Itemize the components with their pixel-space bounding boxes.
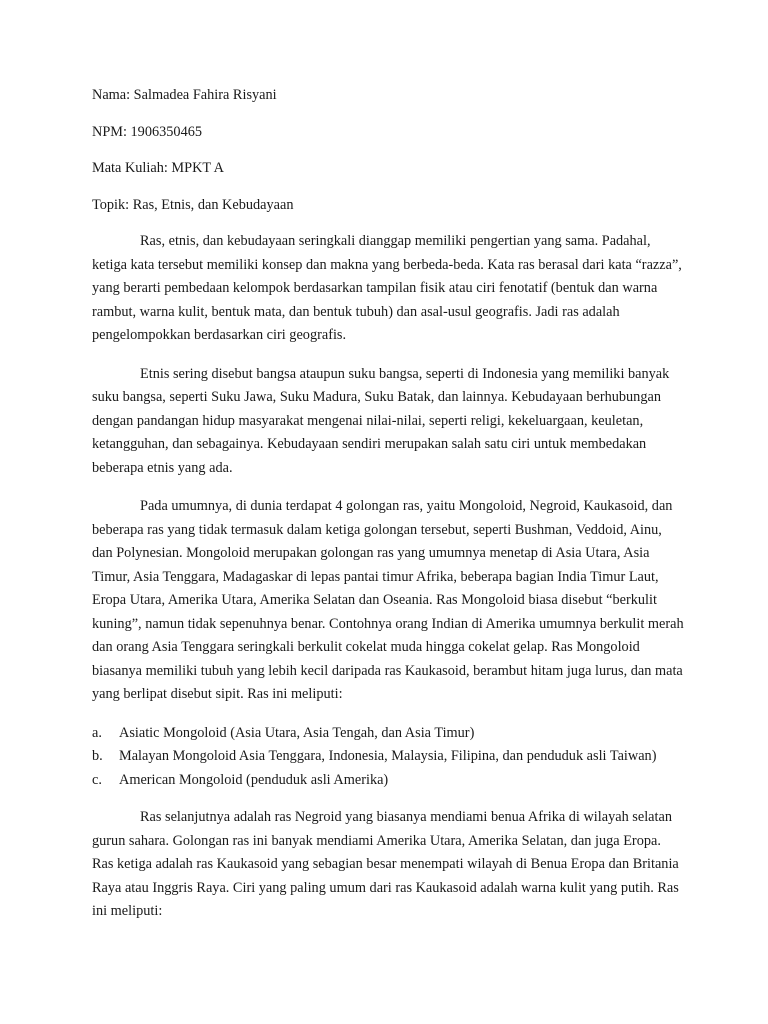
paragraph-negroid-kaukasoid: Ras selanjutnya adalah ras Negroid yang biasanya mendiami benua Afrika di wilayah selatan gurun sahara. Golongan ras ini banyak mendiami Amerika Utara, Amerika Selatan, dan juga Eropa. Ras ketiga adalah ras Kaukasoid yang sebagian besar menempati wilayah di Benua Eropa dan Britania Raya atau Inggris Raya. Ciri yang paling umum dari ras Kaukasoid adalah warna kulit yang putih. Ras ini meliputi: (92, 809, 679, 919)
mongoloid-list (92, 722, 684, 792)
topic-line: Topik: Ras, Etnis, dan Kebudayaan (92, 196, 294, 213)
paragraph-mongoloid: Pada umumnya, di dunia terdapat 4 golongan ras, yaitu Mongoloid, Negroid, Kaukasoid, dan beberapa ras yang tidak termasuk dalam ketiga golongan tersebut, seperti Bushman, Veddoid, Ainu, dan Polynesian. Mongoloid merupakan golongan ras yang umumnya menetap di Asia Utara, Asia Timur, Asia Tenggara, Madagaskar di lepas pantai timur Afrika, beberapa bagian India Timur Laut, Eropa Utara, Amerika Utara, Amerika Selatan dan Oseania. Ras Mongoloid biasa disebut “berkulit kuning”, namun tidak sepenuhnya benar. Contohnya orang Indian di Amerika umumnya berkulit merah dan orang Asia Tenggara seringkali berkulit cokelat muda hingga cokelat gelap. Ras Mongoloid biasanya memiliki tubuh yang lebih kecil daripada ras Kaukasoid, berambut hitam juga lurus, dan mata yang berlipat disebut sipit. Ras ini meliputi: (92, 498, 684, 702)
list-item (92, 722, 684, 745)
list-marker: a. (92, 724, 102, 741)
list-item (92, 769, 684, 792)
student-name: Nama: Salmadea Fahira Risyani (92, 87, 277, 103)
list-item (92, 745, 684, 768)
list-item-text: Asiatic Mongoloid (Asia Utara, Asia Tengah, dan Asia Timur) (119, 724, 475, 741)
course-name: Mata Kuliah: MPKT A (92, 160, 224, 176)
paragraph-etnis-kebudayaan: Etnis sering disebut bangsa ataupun suku bangsa, seperti di Indonesia yang memiliki banyak suku bangsa, seperti Suku Jawa, Suku Madura, Suku Batak, dan lainnya. Kebudayaan berhubungan dengan pandangan hidup masyarakat mengenai nilai-nilai, seperti religi, kekeluargaan, keuletan, ketangguhan, dan sebagainya. Kebudayaan sendiri merupakan salah satu ciri untuk membedakan beberapa etnis yang ada. (92, 365, 670, 476)
paragraph-ras-definition: Ras, etnis, dan kebudayaan seringkali dianggap memiliki pengertian yang sama. Padahal, ketiga kata tersebut memiliki konsep dan makna yang berbeda-beda. Kata ras berasal dari kata “razza”, yang berarti pembedaan kelompok berdasarkan tampilan fisik atau ciri fenotatif (bentuk dan warna rambut, warna kulit, bentuk mata, dan bentuk tubuh) dan asal-usul geografis. Jadi ras adalah pengelompokkan berdasarkan ciri geografis. (92, 233, 682, 343)
student-npm: NPM: 1906350465 (92, 123, 203, 140)
list-marker: c. (92, 771, 102, 788)
list-marker: b. (92, 748, 103, 764)
list-item-text: American Mongoloid (penduduk asli Amerika) (119, 771, 389, 788)
list-item-text: Malayan Mongoloid Asia Tenggara, Indonesia, Malaysia, Filipina, dan penduduk asli Taiwan) (119, 748, 657, 764)
document-body (92, 84, 684, 939)
